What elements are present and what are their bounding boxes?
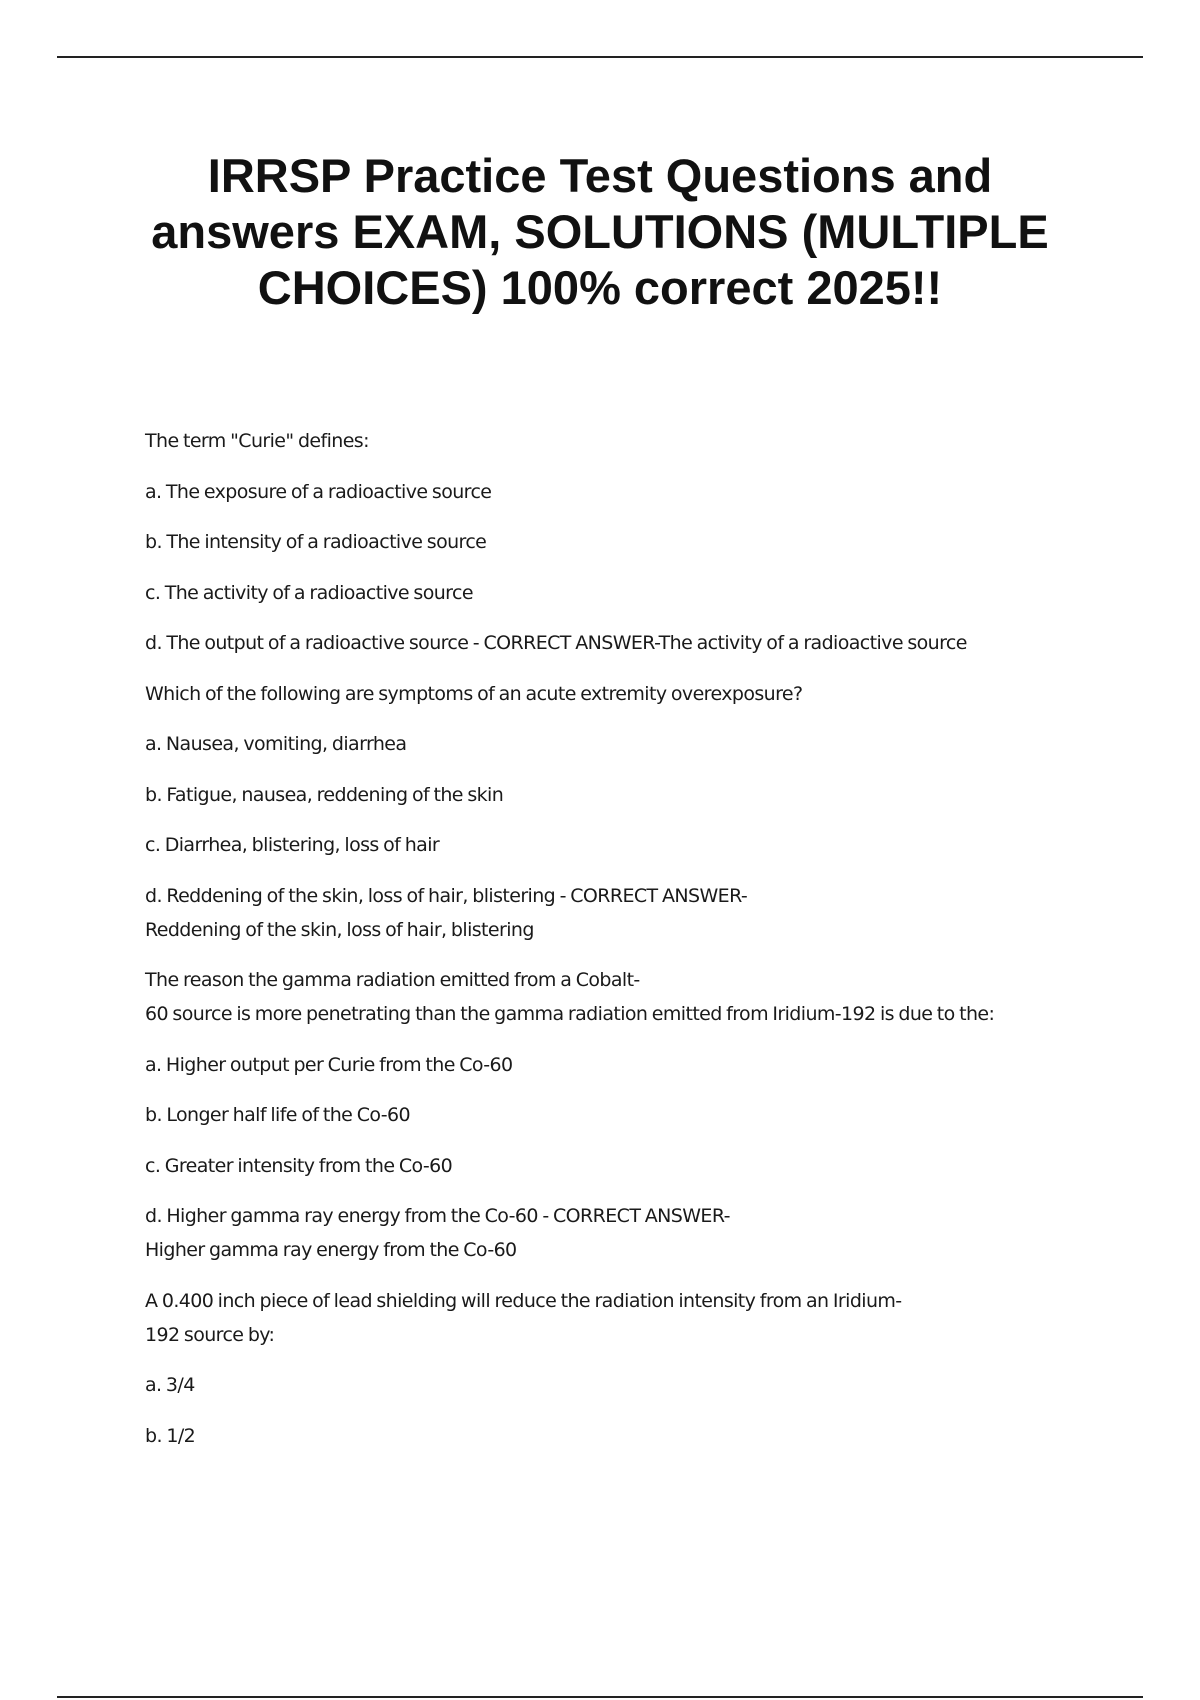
question-3-option-c: c. Greater intensity from the Co-60	[145, 1154, 453, 1177]
question-1-option-c: c. The activity of a radioactive source	[145, 581, 473, 604]
question-4-option-a: a. 3/4	[145, 1374, 195, 1396]
question-2-option-a: a. Nausea, vomiting, diarrhea	[145, 733, 407, 755]
question-1-option-b: b. The intensity of a radioactive source	[145, 531, 487, 553]
question-1-option-d-answer: d. The output of a radioactive source - CORRECT ANSWER-The activity of a radioactive source	[145, 632, 967, 654]
question-3-option-b: b. Longer half life of the Co-60	[145, 1104, 410, 1126]
question-2-option-d-answer: d. Reddening of the skin, loss of hair, blistering - CORRECT ANSWER- Reddening of the skin, loss of hair, blistering	[145, 884, 748, 941]
bottom-rule	[57, 1696, 1143, 1698]
question-2-prompt: Which of the following are symptoms of an acute extremity overexposure?	[145, 682, 803, 705]
question-3-option-a: a. Higher output per Curie from the Co-60	[145, 1053, 513, 1076]
question-4-prompt: A 0.400 inch piece of lead shielding will reduce the radiation intensity from an Iridium- 192 source by:	[145, 1289, 902, 1346]
question-1-option-a: a. The exposure of a radioactive source	[145, 480, 492, 503]
question-2-option-c: c. Diarrhea, blistering, loss of hair	[145, 834, 440, 856]
document-title: IRRSP Practice Test Questions and answers EXAM, SOLUTIONS (MULTIPLE CHOICES) 100% correct 2025!!	[151, 149, 1049, 314]
question-1-prompt: The term "Curie" defines:	[145, 430, 369, 452]
document-body	[145, 424, 1125, 1469]
top-rule	[57, 56, 1143, 58]
question-2-option-b: b. Fatigue, nausea, reddening of the skin	[145, 783, 504, 806]
question-3-prompt: The reason the gamma radiation emitted from a Cobalt- 60 source is more penetrating than the gamma radiation emitted from Iridium-192 is due to the:	[145, 969, 995, 1025]
question-4-option-b: b. 1/2	[145, 1424, 196, 1447]
question-3-option-d-answer: d. Higher gamma ray energy from the Co-60 - CORRECT ANSWER- Higher gamma ray energy from the Co-60	[145, 1205, 730, 1261]
